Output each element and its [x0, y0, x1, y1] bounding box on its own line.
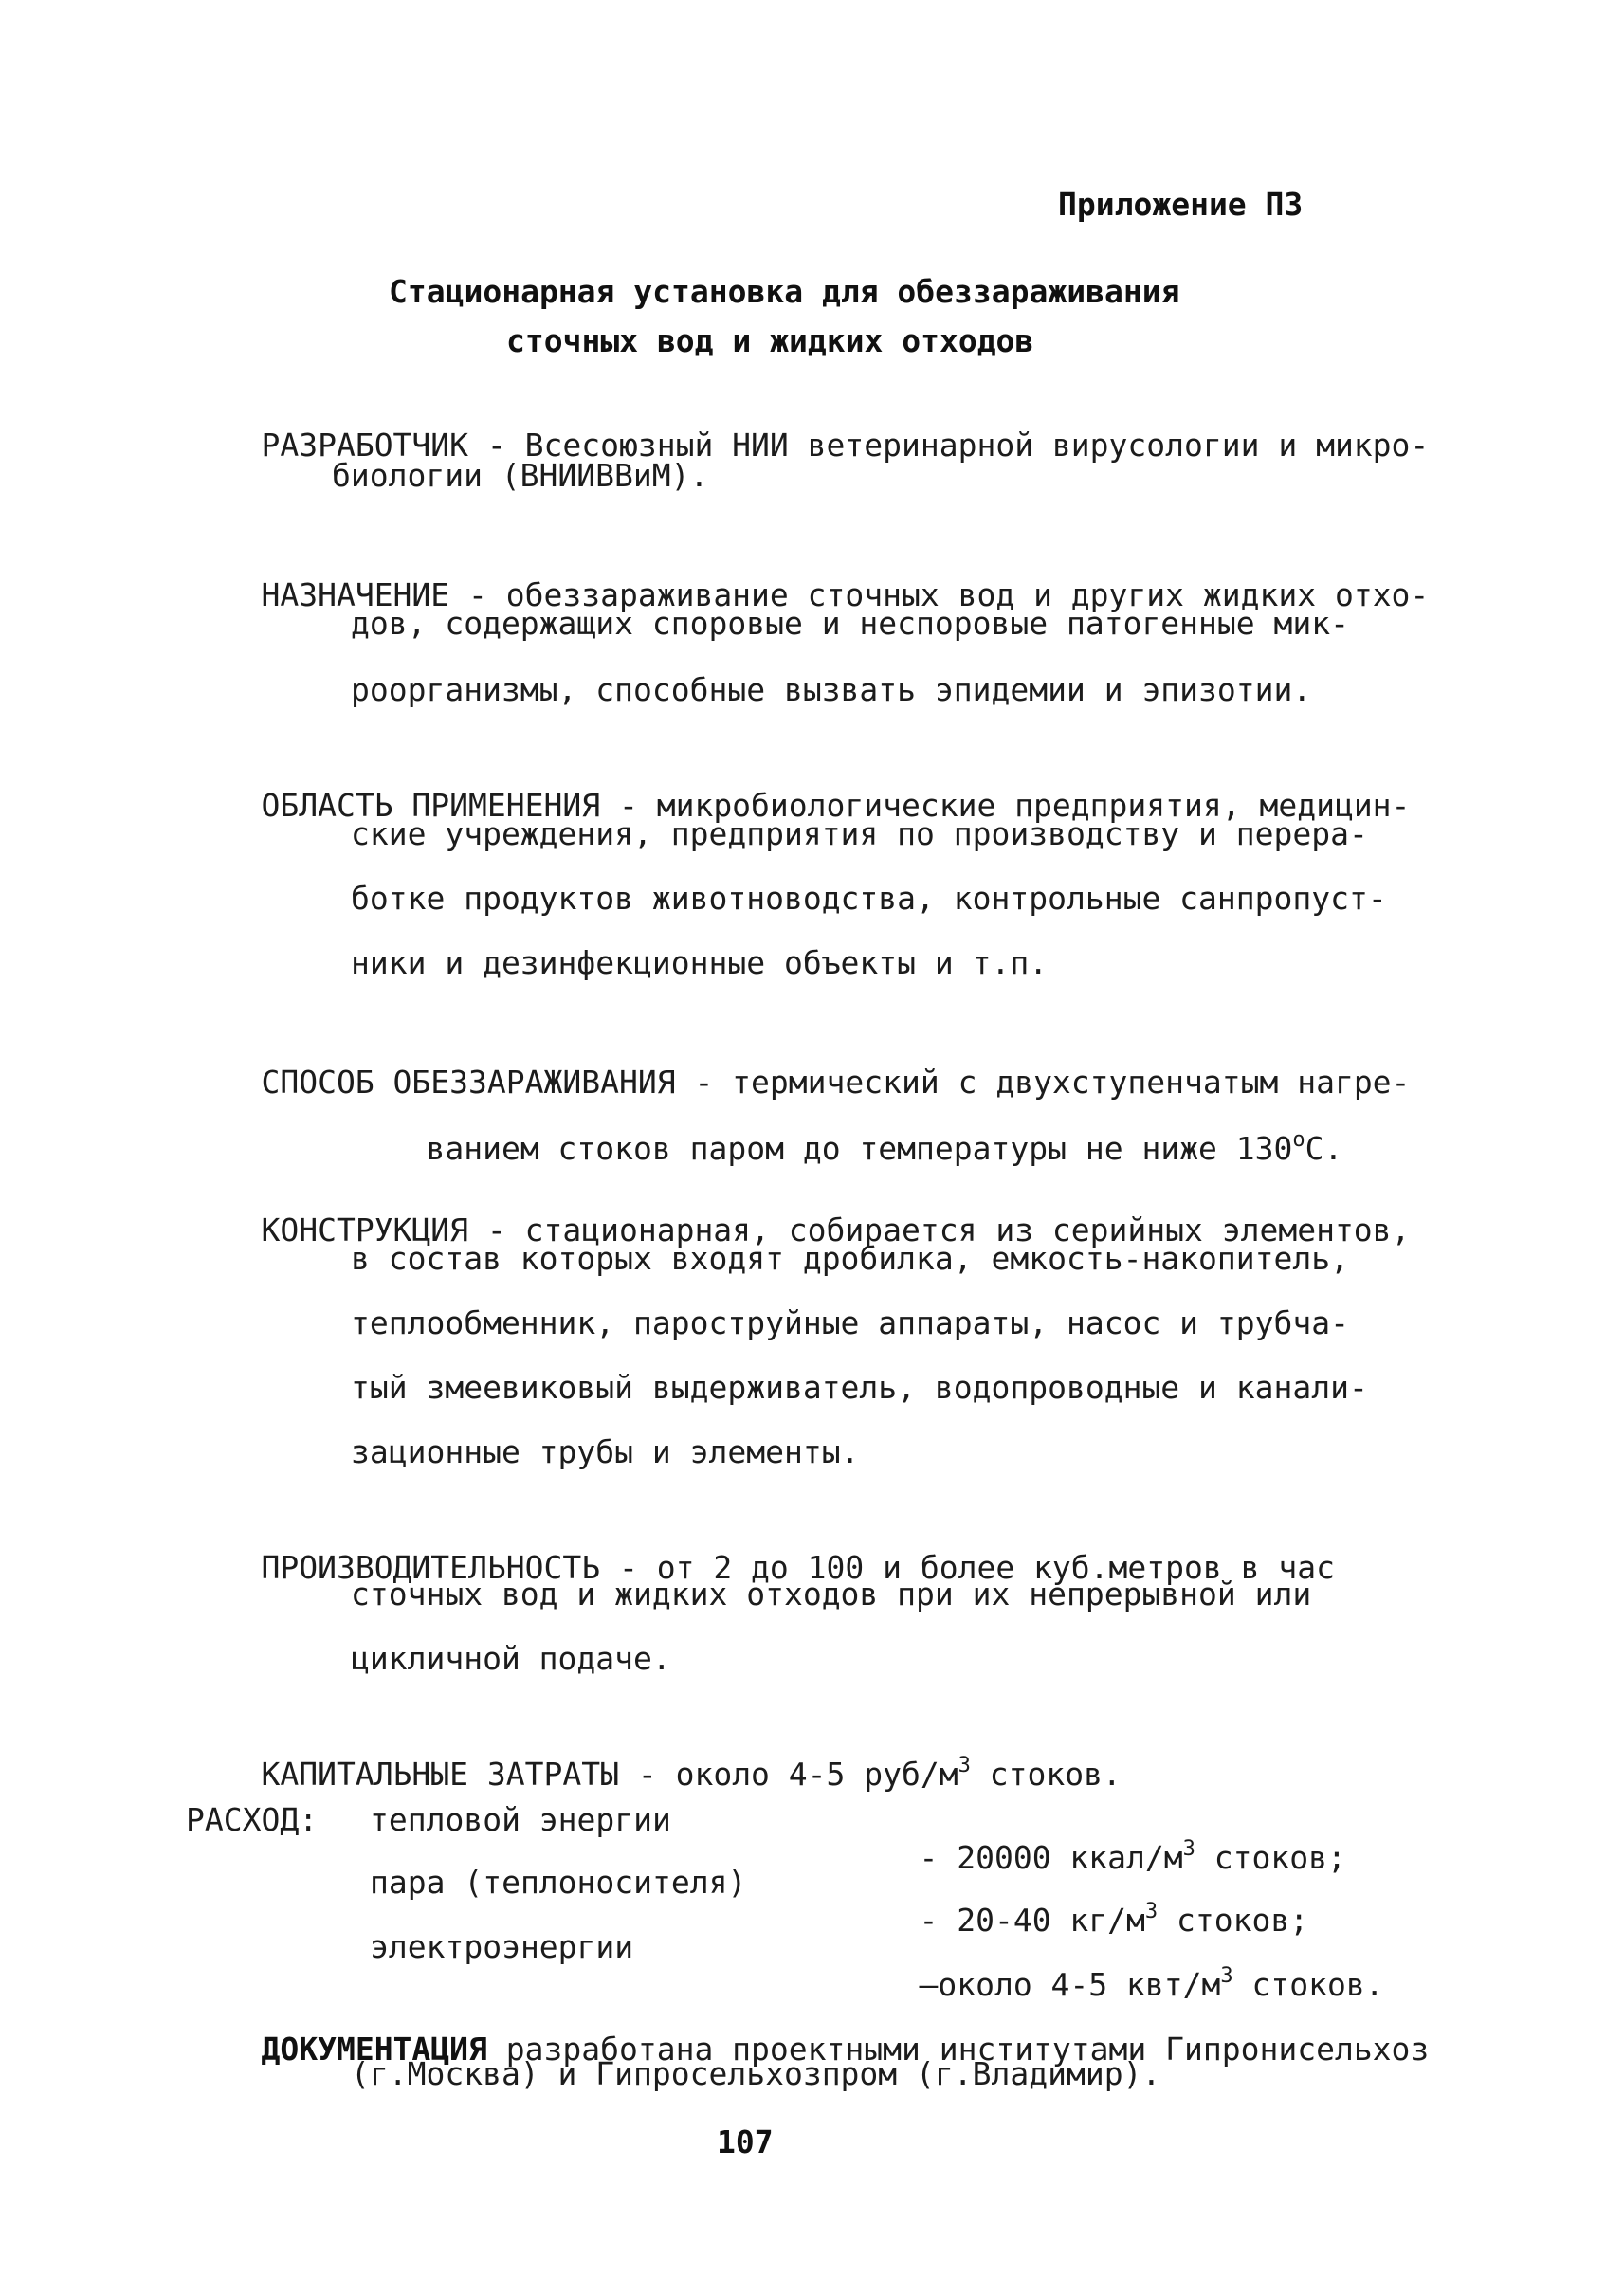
capacity-line-2: сточных вод и жидких отходов при их непрерывной или — [351, 1576, 1312, 1613]
design-line-5: зационные трубы и элементы. — [351, 1433, 860, 1470]
design-line-2: в состав которых входят дробилка, емкость-накопитель, — [351, 1240, 1349, 1277]
consumption-unit: стоков; — [1158, 1902, 1309, 1939]
consumption-value: - 20-40 кг/м — [919, 1902, 1145, 1939]
design-line-4: тый змеевиковый выдерживатель, водопроводные и канали- — [351, 1369, 1368, 1406]
capital-costs-label: КАПИТАЛЬНЫЕ ЗАТРАТЫ — [261, 1756, 619, 1793]
method-text-2-end: С. — [1305, 1130, 1343, 1167]
consumption-sup: 3 — [1220, 1964, 1233, 1988]
capital-costs-sup: 3 — [958, 1754, 971, 1777]
consumption-sup: 3 — [1182, 1837, 1195, 1861]
consumption-row-name: электроэнергии — [370, 1928, 634, 1965]
consumption-row-name: пара (теплоносителя) — [370, 1864, 747, 1901]
document-title-line-2: сточных вод и жидких отходов — [506, 322, 1034, 359]
developer-label: РАЗРАБОТЧИК — [261, 427, 469, 464]
purpose-line-2: дов, содержащих споровые и неспоровые патогенные мик- — [351, 605, 1349, 642]
consumption-unit: стоков. — [1232, 1966, 1384, 2003]
documentation-line-2: (г.Москва) и Гипросельхозпром (г.Владимир). — [351, 2055, 1161, 2092]
application-label: ОБЛАСТЬ ПРИМЕНЕНИЯ — [261, 787, 601, 824]
design-text: - стационарная, собирается из серийных элементов, — [468, 1212, 1411, 1248]
application-line-2: ские учреждения, предприятия по производству и перера- — [351, 815, 1368, 852]
consumption-unit: стоков; — [1195, 1839, 1346, 1876]
capacity-label: ПРОИЗВОДИТЕЛЬНОСТЬ — [261, 1549, 601, 1586]
page-number: 107 — [717, 2123, 774, 2160]
developer-line-2: биологии (ВНИИВВиМ). — [332, 457, 709, 494]
purpose-line-3: роорганизмы, способные вызвать эпидемии и эпизотии. — [351, 671, 1312, 708]
consumption-label: РАСХОД: — [186, 1801, 319, 1838]
consumption-value: - 20000 ккал/м — [919, 1839, 1183, 1876]
developer-text: - Всесоюзный НИИ ветеринарной вирусологии и микро- — [468, 427, 1430, 464]
application-line-4: ники и дезинфекционные объекты и т.п. — [351, 944, 1049, 981]
capital-costs-end: стоков. — [970, 1756, 1122, 1793]
appendix-label: Приложение ПЗ — [1058, 186, 1304, 223]
consumption-value: —около 4-5 квт/м — [919, 1966, 1221, 2003]
document-title-line-1: Стационарная установка для обеззараживания — [389, 273, 1180, 310]
capacity-text: - от 2 до 100 и более куб.метров в час — [600, 1549, 1335, 1586]
method-text: - термический с двухступенчатым нагре- — [675, 1064, 1411, 1101]
application-line-3: ботке продуктов животноводства, контрольные санпропуст- — [351, 880, 1387, 917]
application-text: - микробиологические предприятия, медицин- — [600, 787, 1411, 824]
method-text-2: ванием стоков паром до температуры не ниже 130 — [426, 1130, 1293, 1167]
design-label: КОНСТРУКЦИЯ — [261, 1212, 469, 1248]
consumption-sup: 3 — [1144, 1900, 1159, 1923]
capital-costs-text: - около 4-5 руб/м — [618, 1756, 958, 1793]
consumption-row-name: тепловой энергии — [370, 1801, 671, 1838]
purpose-text: - обеззараживание сточных вод и других жидких отхо- — [449, 576, 1430, 613]
method-label: СПОСОБ ОБЕЗЗАРАЖИВАНИЯ — [261, 1064, 676, 1101]
capacity-line-3: цикличной подаче. — [351, 1640, 671, 1677]
documentation-text: разработана проектными институтами Гипронисельхоз — [486, 2031, 1430, 2068]
degree-mark: о — [1292, 1128, 1305, 1152]
documentation-label: ДОКУМЕНТАЦИЯ — [261, 2031, 487, 2068]
design-line-3: теплообменник, пароструйные аппараты, насос и трубча- — [351, 1304, 1349, 1341]
purpose-label: НАЗНАЧЕНИЕ — [261, 576, 450, 613]
